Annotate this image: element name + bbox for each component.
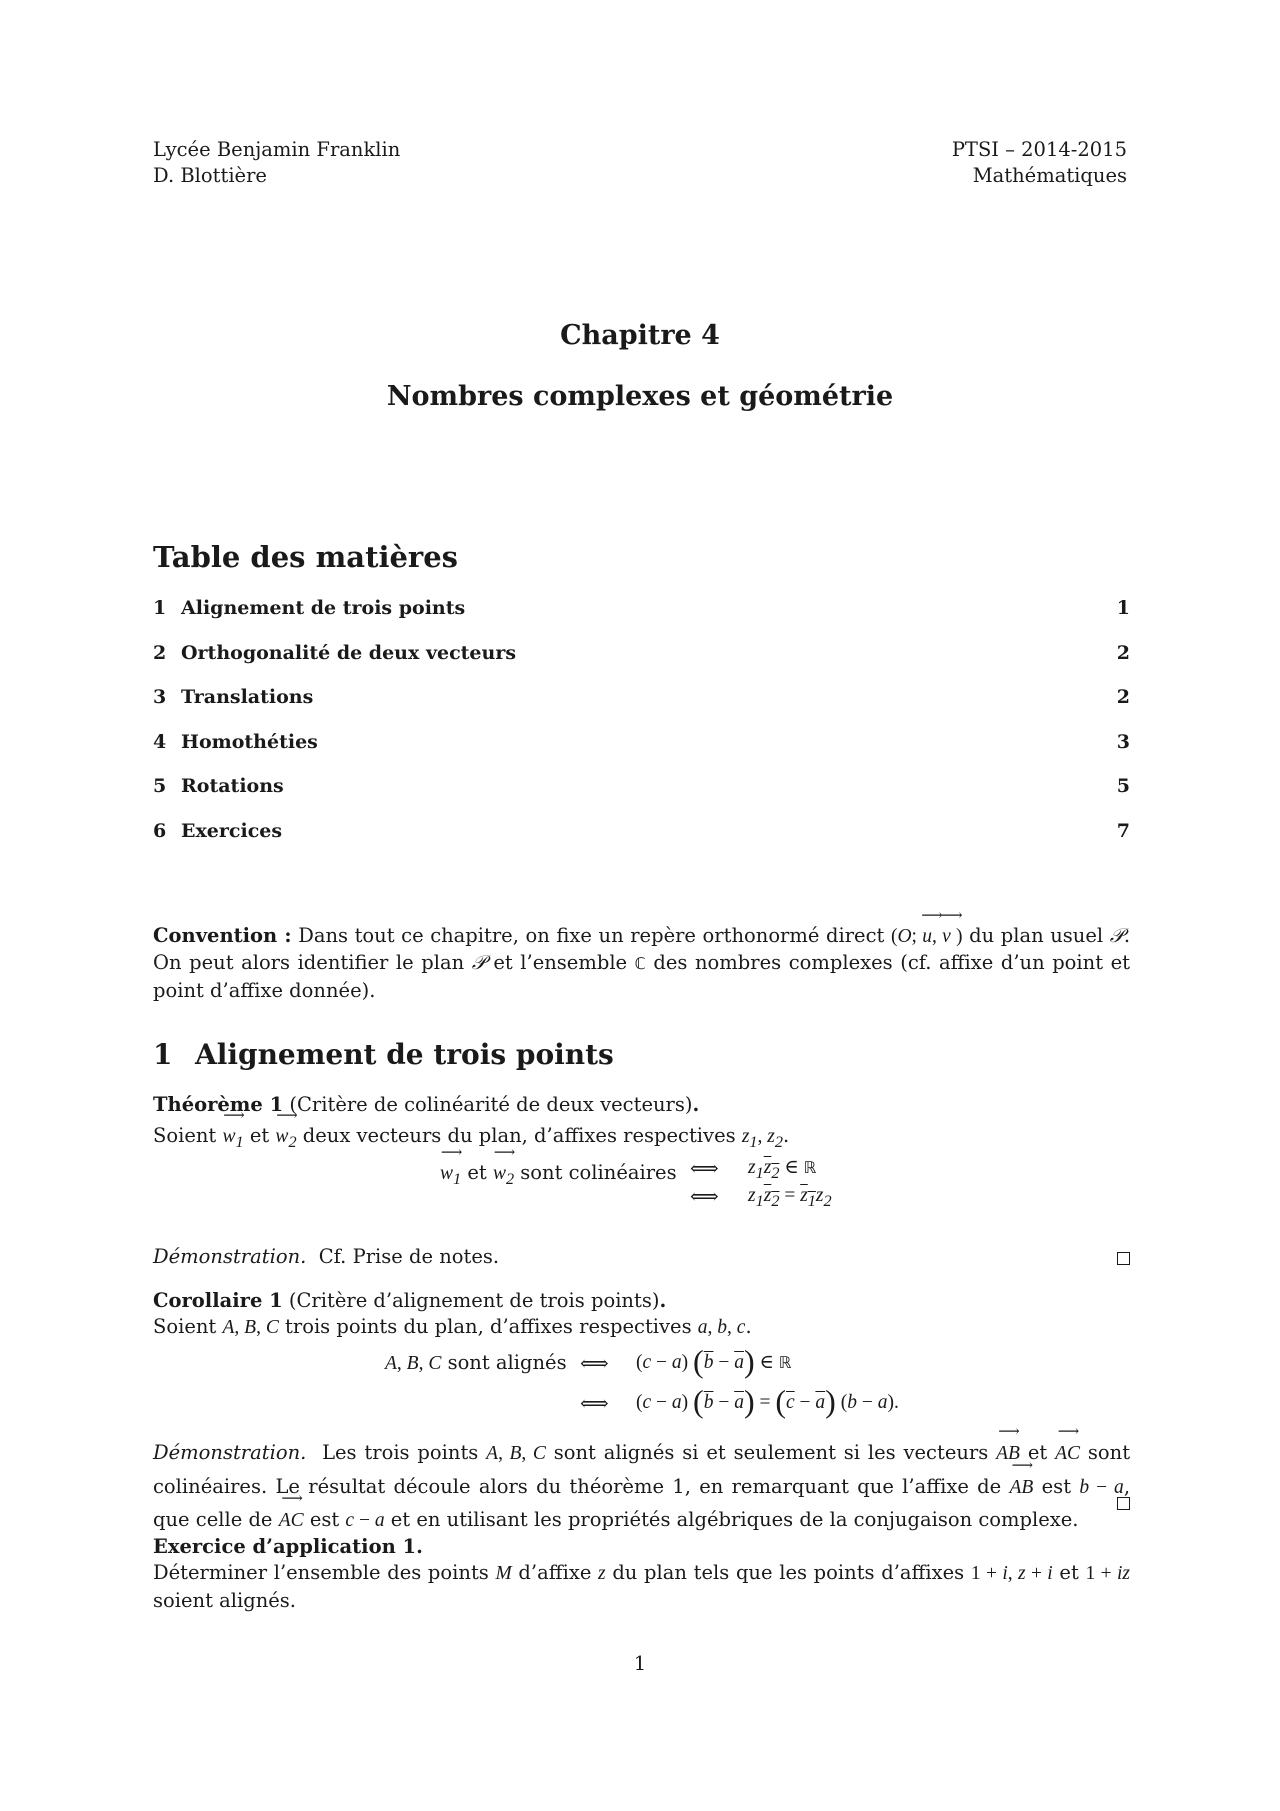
toc-entry-num: 1 (153, 597, 167, 619)
toc-heading: Table des matières (153, 540, 458, 574)
chapter-title: Nombres complexes et géométrie (386, 381, 894, 412)
exercise-1: Exercice d’application 1. Déterminer l’ensemble des points M d’affixe z du plan tels que les points d’affixes 1 + i, z + i et 1 + iz soient alignés. (153, 1535, 1130, 1612)
toc-entry[interactable] (153, 641, 1130, 686)
header-left (153, 137, 400, 190)
toc-entry[interactable] (153, 685, 1130, 730)
toc-entry-page: 5 (1116, 775, 1130, 797)
equation-text: sont alignés (447, 1351, 567, 1374)
toc-entry[interactable] (153, 730, 1130, 775)
school-name: Lycée Benjamin Franklin (153, 138, 401, 161)
subject: Mathématiques (972, 164, 1127, 188)
header-right (952, 137, 1127, 190)
corollary-label: Corollaire 1 (153, 1289, 283, 1312)
exercise-text: et (1059, 1561, 1079, 1585)
theorem-text: Soient (153, 1124, 217, 1148)
convention-text: Dans tout ce chapitre, on fixe un repère orthonormé direct (298, 924, 885, 947)
convention-text: du plan usuel (969, 924, 1104, 947)
convention-text: des nombres complexes (cf. affixe d’un point et point d’affixe donnée). (153, 951, 1130, 1002)
convention-label: Convention : (153, 924, 292, 947)
chapter-label: Chapitre 4 (560, 320, 720, 351)
toc-entry[interactable] (153, 596, 1130, 641)
toc-entry-title: Rotations (181, 775, 284, 797)
demonstration-label: Démonstration. (153, 1441, 307, 1464)
demonstration-2: Démonstration. Les trois points A, B, C sont alignés si et seulement si les vecteurs ⟶ AB et ⟶ AC sont colinéaires. Le résultat découle alors du théorème 1, en remarquant que l’affixe de ⟶ AB est b − a, que celle de ⟶ AC est c − a et en utilisant les propriétés algébriques de la conjugaison complexe. (153, 1434, 1130, 1535)
toc-entry-page: 3 (1116, 730, 1130, 753)
exercise-label: Exercice d’application 1. (153, 1535, 423, 1558)
page-number: 1 (633, 1652, 647, 1675)
author-name: D. Blottière (153, 164, 267, 188)
corollary-equation-rhs-1: (c − a) $(\overline{b} - \overline{a})$ ∈ ℝ (636, 1343, 792, 1379)
demonstration-1 (153, 1244, 1130, 1270)
section-title: Alignement de trois points (195, 1038, 614, 1071)
qed-icon (1117, 1497, 1130, 1510)
class-year: PTSI – 2014-2015 (951, 138, 1127, 161)
equation-text: et (467, 1161, 487, 1184)
iff-symbol: ⟺ (580, 1351, 609, 1375)
theorem-text: deux vecteurs du plan, d’affixes respectives (302, 1124, 736, 1148)
math-plane: 𝒫 (471, 953, 486, 975)
toc-entry[interactable] (153, 774, 1130, 819)
toc-entry-num: 5 (153, 775, 167, 797)
demonstration-label: Démonstration. (153, 1245, 307, 1268)
toc-entry-title: Homothéties (181, 730, 318, 753)
corollary-equation-rhs-2: (c − a) $(\overline{b} - \overline{a}) = (\overline{c} - \overline{a}) (b - a)$. (636, 1383, 899, 1419)
toc-entry-num: 3 (153, 686, 167, 708)
demonstration-text: sont alignés si et seulement si les vecteurs (553, 1441, 989, 1464)
qed-icon (1117, 1252, 1130, 1265)
theorem-name: (Critère de colinéarité de deux vecteurs) (289, 1093, 693, 1116)
toc-entry-page: 2 (1116, 641, 1130, 664)
corollary-equation-row-1: A, B, C sont alignés (385, 1351, 567, 1374)
toc-entry-title: Orthogonalité de deux vecteurs (181, 641, 517, 664)
demonstration-text: Les trois points (322, 1441, 479, 1464)
equation-text: sont colinéaires (520, 1161, 677, 1184)
demonstration-text: et en utilisant les propriétés algébriques de la conjugaison complexe. (390, 1508, 1079, 1532)
toc-entry[interactable] (153, 819, 1130, 864)
convention-text: . On peut alors identifier le plan (153, 924, 1131, 975)
corollary-name: (Critère d’alignement de trois points) (288, 1289, 660, 1312)
toc-entry-num: 4 (153, 730, 167, 753)
demonstration-text: et (1027, 1441, 1048, 1464)
corollary-1: Corollaire 1 (Critère d’alignement de trois points). Soient A, B, C trois points du plan, d’affixes respectives a, b, c. (153, 1289, 752, 1339)
exercise-text: du plan tels que les points d’affixes (612, 1561, 965, 1585)
convention-paragraph (153, 918, 1130, 1004)
exercise-text: d’affixe (518, 1561, 592, 1585)
theorem-1: Théorème 1 (Critère de colinéarité de deux vecteurs). Soient ⟶ $w_1$ et ⟶ $w_2$ deux vecteurs du plan, d’affixes respectives $z_1$, $z_2$. (153, 1092, 1130, 1154)
theorem-label: Théorème 1 (153, 1093, 284, 1116)
exercise-text: soient alignés. (153, 1588, 297, 1612)
iff-symbol: ⟺ (690, 1156, 719, 1180)
section-num: 1 (153, 1038, 173, 1071)
math-complex-set: ℂ (634, 954, 646, 974)
demonstration-text: , que celle de (153, 1474, 1131, 1532)
toc-entry-title: Alignement de trois points (181, 597, 466, 619)
corollary-text: trois points du plan, d’affixes respectives (285, 1315, 692, 1339)
toc-entry-num: 2 (153, 641, 167, 664)
theorem-text: et (249, 1124, 270, 1148)
corollary-text: Soient (153, 1315, 217, 1339)
demonstration-text: sont colinéaires. Le résultat découle alors du théorème 1, en remarquant que l’affixe de (153, 1441, 1131, 1498)
toc-list (153, 596, 1130, 863)
demonstration-text: Cf. Prise de notes. (318, 1245, 500, 1268)
demonstration-text: est (1041, 1474, 1072, 1498)
toc-entry-page: 1 (1116, 597, 1130, 619)
toc-entry-num: 6 (153, 819, 167, 842)
toc-entry-title: Exercices (181, 819, 283, 842)
toc-entry-page: 2 (1116, 686, 1130, 708)
theorem-equation-row-1: ⟶ $w_1$ et ⟶ $w_2$ sont colinéaires (440, 1155, 677, 1191)
exercise-text: Déterminer l’ensemble des points (153, 1561, 489, 1585)
section-heading (153, 1036, 614, 1074)
iff-symbol: ⟺ (580, 1391, 609, 1415)
demonstration-text: est (309, 1508, 340, 1532)
theorem-equation-rhs-1: $z_1z_2$ ∈ ℝ (748, 1157, 817, 1182)
iff-symbol: ⟺ (690, 1184, 719, 1208)
math-plane: 𝒫 (1109, 926, 1124, 947)
toc-entry-title: Translations (181, 686, 314, 708)
math-frame: (O; ⟶ u, ⟶ v ) (891, 926, 963, 947)
toc-entry-page: 7 (1116, 819, 1130, 842)
convention-text: et l’ensemble (493, 951, 628, 975)
theorem-equation-rhs-2: $z_1z_2 = z_1z_2$ (748, 1185, 832, 1210)
